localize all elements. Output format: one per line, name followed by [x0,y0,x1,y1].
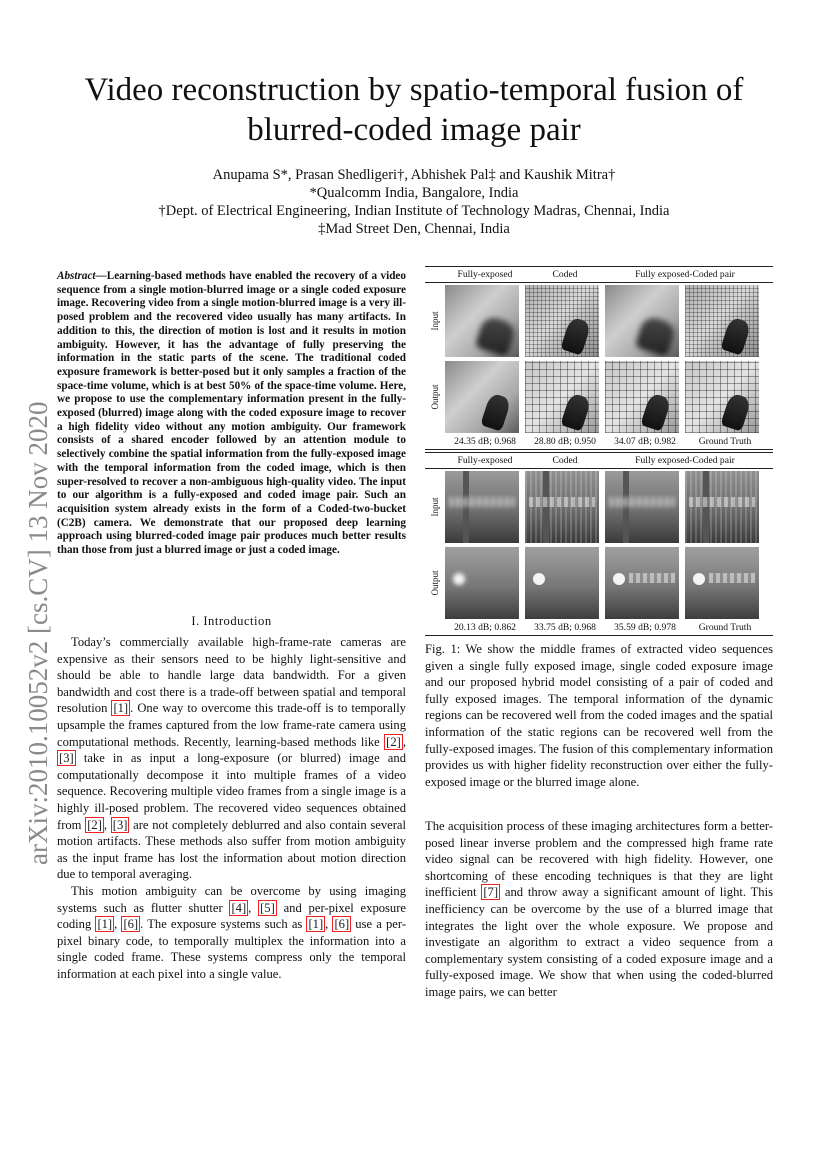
title-line-1: Video reconstruction by spatio-temporal fusion of [84,72,744,108]
citation-link[interactable]: [5] [260,900,275,915]
citation-link[interactable]: [2] [87,817,102,832]
figure-input-row [425,469,773,545]
citation-link[interactable]: [3] [112,817,128,832]
row-label-input: Input [430,311,440,331]
figure-output-row [425,545,773,621]
text-run: , [114,917,122,932]
figure-block-bottom [425,452,773,636]
text-run: Today’s commercially available high-frame-rate cameras are expensive as their sensors need to be highly light-sensitive and should be able to handle large data bandwidth. For a given bandwidth and cost there is a trade-off between spatial and temporal resolution [57,635,406,716]
header-pair: Fully exposed-Coded pair [635,269,735,280]
metric-fully-exposed: 24.35 dB; 0.968 [454,436,516,447]
citation-link[interactable]: [1] [113,701,129,716]
citation-link[interactable]: [6] [334,917,350,932]
text-run: This motion ambiguity can be overcome by using imaging systems such as flutter shutter [57,883,406,915]
output-fully-exposed-image [445,547,519,619]
input-fully-exposed-image [445,285,519,357]
abstract [57,270,406,558]
metric-pair: 34.07 dB; 0.982 [614,436,676,447]
header-fully-exposed: Fully-exposed [457,269,513,280]
row-label-output: Output [430,570,440,596]
text-run: and per-pixel exposure coding [57,900,407,932]
figure-caption-row-top [425,435,773,450]
affiliation-1: *Qualcomm India, Bangalore, India [309,185,519,201]
figure-block-top [425,266,773,450]
text-run: , [402,734,406,749]
input-pair-blurred-image [605,471,679,543]
citation-link[interactable]: [1] [97,917,113,932]
text-run: . One way to overcome this trade-off is to temporally upsample the frames captured from the low frame-rate camera using computational methods. Recently, learning-based methods like [57,701,406,749]
metric-ground-truth: Ground Truth [698,622,752,633]
figure-caption-row-bottom [425,621,773,636]
citation-link[interactable]: [3] [59,751,74,766]
text-run: , [325,917,333,932]
text-run: The acquisition process of these imaging architectures form a better-posed linear inverse problem and the compressed high frame rate video signal can be recovered with high fidelity. However, one shortcoming of these encoding techniques is that they are light inefficient [425,819,773,900]
header-fully-exposed: Fully-exposed [457,455,513,466]
metric-pair: 35.59 dB; 0.978 [614,622,676,633]
text-run: use a per-pixel binary code, to temporally multiplex the information into a single coded frame. These systems compress only the temporal information at each pixel into a single value. [57,917,407,981]
intro-paragraph-2 [57,883,406,983]
paper-title [60,70,768,150]
input-pair-blurred-image [605,285,679,357]
header-pair: Fully exposed-Coded pair [635,455,735,466]
output-coded-image [525,361,599,433]
row-label-output: Output [430,384,440,410]
author-block [60,166,768,238]
output-pair-image [605,547,679,619]
text-run: . The exposure systems such as [140,917,307,932]
arxiv-stamp-text: arXiv:2010.10052v2 [cs.CV] 13 Nov 2020 [23,401,53,865]
author-list: Anupama S*, Prasan Shedligeri†, Abhishek Pal‡ and Kaushik Mitra† [212,167,616,183]
abstract-label: Abstract [57,270,96,282]
citation-link[interactable]: [1] [308,917,324,932]
header-coded: Coded [552,455,578,466]
output-pair-image [605,361,679,433]
ground-truth-image [685,547,759,619]
metric-coded: 28.80 dB; 0.950 [534,436,596,447]
figure-caption: Fig. 1: We show the middle frames of extracted video sequences given a single fully exposed image, single coded exposure image and our proposed hybrid model consisting of a pair of coded and fully exposed images. The temporal information of the dynamic regions can be recovered well from the coded images and the spatial information of the static regions can be recovered well from the fully-exposed images. The fusion of this complementary information provides us with higher fidelity reconstruction over either the fully-exposed image or the blurred image alone. [425,642,773,789]
text-run: , [248,900,259,915]
input-fully-exposed-image [445,471,519,543]
output-coded-image [525,547,599,619]
row-label-input: Input [430,497,440,517]
abstract-text: —Learning-based methods have enabled the recovery of a video sequence from a single motion-blurred image or a single coded exposure image. Recovering video from a single motion-blurred image is a very ill-posed problem and the recovered video usually has many artifacts. In addition to this, the direction of motion is lost and it results in motion ambiguity. However, it has the advantage of fully preserving the information in the static parts of the scene. The traditional coded exposure framework is better-posed but it only samples a fraction of the space-time volume, which is at best 50% of the space-time volume. Here, we propose to use the complementary information present in the fully-exposed (blurred) image along with the coded exposure image to recover a high fidelity video without any motion ambiguity. Our framework consists of a shared encoder followed by an attention module to selectively combine the spatial information from the fully-exposed image with the temporal information from the coded image, which is then super-resolved to recover a non-ambiguous high-quality video. The input to our algorithm is a fully-exposed and coded image pair. Such an acquisition system already exists in the form of a Coded-two-bucket (C2B) camera. We demonstrate that our proposed deep learning approach using blurred-coded image pair produces much better results than those from just a blurred image or just a coded image. [57,270,406,557]
title-line-2: blurred-coded image pair [247,112,581,148]
citation-link[interactable]: [4] [231,900,247,915]
figure-header-row [425,266,773,283]
figure-header-row [425,452,773,469]
text-run: , [103,817,111,832]
affiliation-3: ‡Mad Street Den, Chennai, India [318,221,510,237]
metric-coded: 33.75 dB; 0.968 [534,622,596,633]
arxiv-side-stamp [14,310,60,870]
metric-fully-exposed: 20.13 dB; 0.862 [454,622,516,633]
figure-input-row [425,283,773,359]
citation-link[interactable]: [7] [483,885,499,900]
text-run: take in as input a long-exposure (or blurred) image and computationally decompose it into multiple frames of a video sequence. Recovering multiple video frames from a single image is a highly ill-posed problem. The recovered video sequences obtained from [57,751,406,832]
introduction-text [57,634,406,982]
text-run: are not completely deblurred and also contain several motion artifacts. These methods also suffer from motion ambiguity as the input frame has lost the information about motion direction due to temporal averaging. [57,817,406,882]
section-heading: I. Introduction [191,614,272,628]
text-run: and throw away a significant amount of light. This inefficiency can be overcome by the use of a blurred image that integrates the light over the whole exposure. We propose and investigate an algorithm to extract a video sequence from a complementary system consisting of a coded exposure image and a fully-exposed image. We show that when using the coded-blurred image pairs, we can better [425,885,773,999]
affiliation-2: †Dept. of Electrical Engineering, Indian Institute of Technology Madras, Chennai, India [158,203,670,219]
header-coded: Coded [552,269,578,280]
right-paragraph-1 [425,818,773,1001]
figure-output-row [425,359,773,435]
input-pair-coded-image [685,471,759,543]
input-pair-coded-image [685,285,759,357]
right-column-text [425,818,773,1001]
citation-link[interactable]: [6] [123,917,139,932]
citation-link[interactable]: [2] [386,734,401,749]
output-fully-exposed-image [445,361,519,433]
metric-ground-truth: Ground Truth [698,436,752,447]
intro-paragraph-1 [57,634,406,883]
ground-truth-image [685,361,759,433]
figure-1 [425,266,773,636]
input-coded-image [525,285,599,357]
input-coded-image [525,471,599,543]
